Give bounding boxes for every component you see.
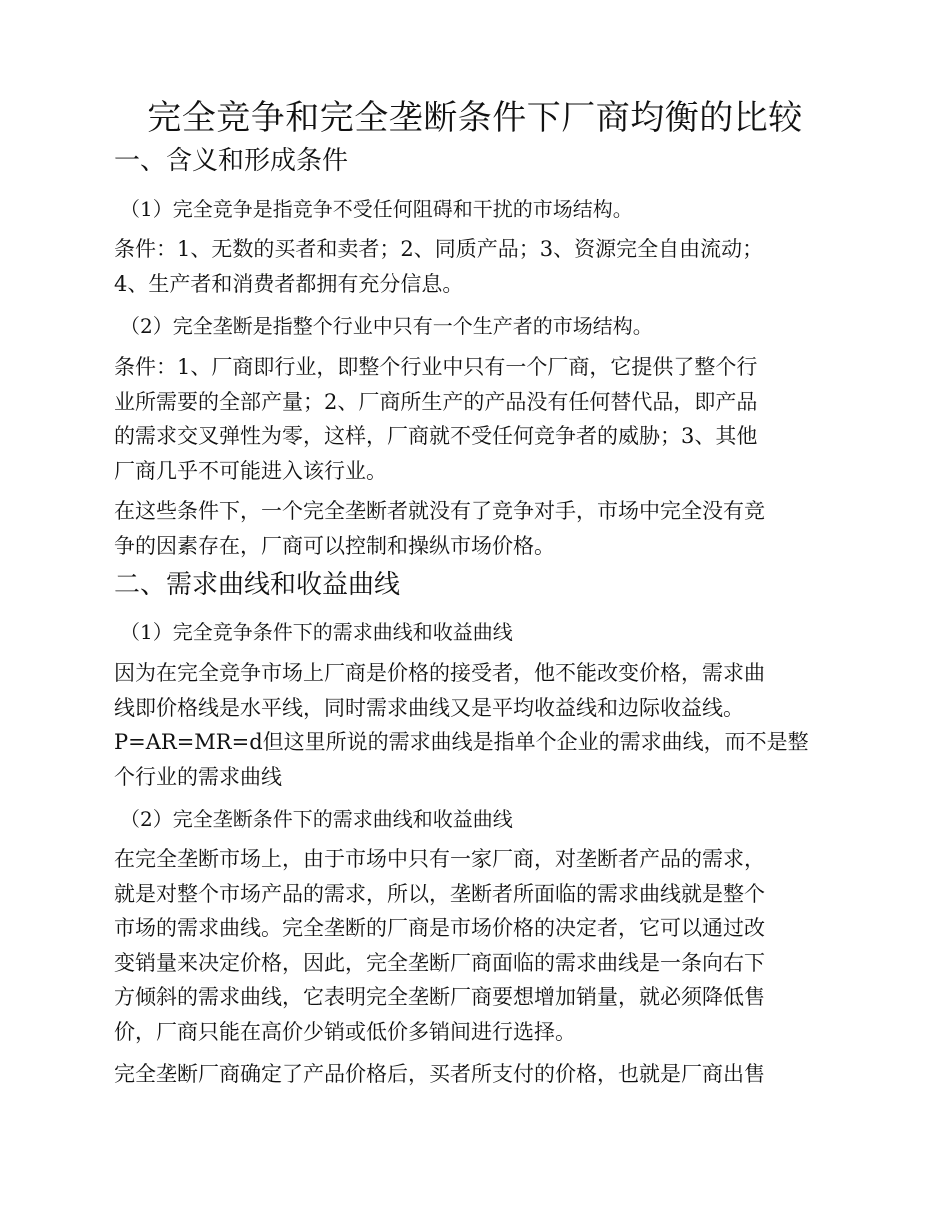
text-line: 条件：1、厂商即行业，即整个行业中只有一个厂商，它提供了整个行 [114,355,758,379]
section-heading-1: 一、含义和形成条件 [114,146,349,176]
monopoly-demand-text [114,842,854,1049]
item-monopoly-demand: （2）完全垄断条件下的需求曲线和收益曲线 [120,807,513,831]
document-title: 完全竞争和完全垄断条件下厂商均衡的比较 [147,98,803,138]
item-monopoly-definition: （2）完全垄断是指整个行业中只有一个生产者的市场结构。 [120,314,653,338]
text-line: 完全垄断厂商确定了产品价格后，买者所支付的价格，也就是厂商出售 [114,1062,765,1086]
text-line: 的需求交叉弹性为零，这样，厂商就不受任何竞争者的威胁；3、其他 [114,424,758,448]
text-line: 4、生产者和消费者都拥有充分信息。 [114,271,464,296]
item-perfect-competition-demand: （1）完全竞争条件下的需求曲线和收益曲线 [120,620,513,644]
perfect-competition-demand-text [114,656,854,794]
text-line: 价，厂商只能在高价少销或低价多销间进行选择。 [114,1019,576,1044]
text-line: 变销量来决定价格，因此，完全垄断厂商面临的需求曲线是一条向右下 [114,950,765,975]
text-line: P=AR=MR=d但这里所说的需求曲线是指单个企业的需求曲线，而不是整 [114,730,809,754]
section-heading-2: 二、需求曲线和收益曲线 [114,570,401,600]
text-line: 厂商几乎不可能进入该行业。 [114,458,387,483]
text-line: 在完全垄断市场上，由于市场中只有一家厂商，对垄断者产品的需求， [114,847,765,871]
text-line: 线即价格线是水平线，同时需求曲线又是平均收益线和边际收益线。 [114,695,744,720]
text-line: 市场的需求曲线。完全垄断的厂商是市场价格的决定者，它可以通过改 [114,916,765,940]
text-line: 业所需要的全部产量；2、厂商所生产的产品没有任何替代品，即产品 [114,389,758,414]
monopoly-conditions [114,350,854,488]
perfect-competition-conditions [114,232,854,301]
monopoly-note [114,494,854,563]
text-line: 就是对整个市场产品的需求，所以，垄断者所面临的需求曲线就是整个 [114,881,765,906]
item-perfect-competition-definition: （1）完全竞争是指竞争不受任何阻碍和干扰的市场结构。 [120,197,633,221]
monopoly-pricing-text [114,1057,854,1092]
text-line: 个行业的需求曲线 [114,764,282,789]
text-line: 因为在完全竞争市场上厂商是价格的接受者，他不能改变价格，需求曲 [114,661,765,685]
text-line: 条件：1、无数的买者和卖者；2、同质产品；3、资源完全自由流动； [114,237,764,261]
text-line: 争的因素存在，厂商可以控制和操纵市场价格。 [114,533,555,558]
text-line: 在这些条件下，一个完全垄断者就没有了竞争对手，市场中完全没有竞 [114,499,765,523]
text-line: 方倾斜的需求曲线，它表明完全垄断厂商要想增加销量，就必须降低售 [114,985,765,1009]
